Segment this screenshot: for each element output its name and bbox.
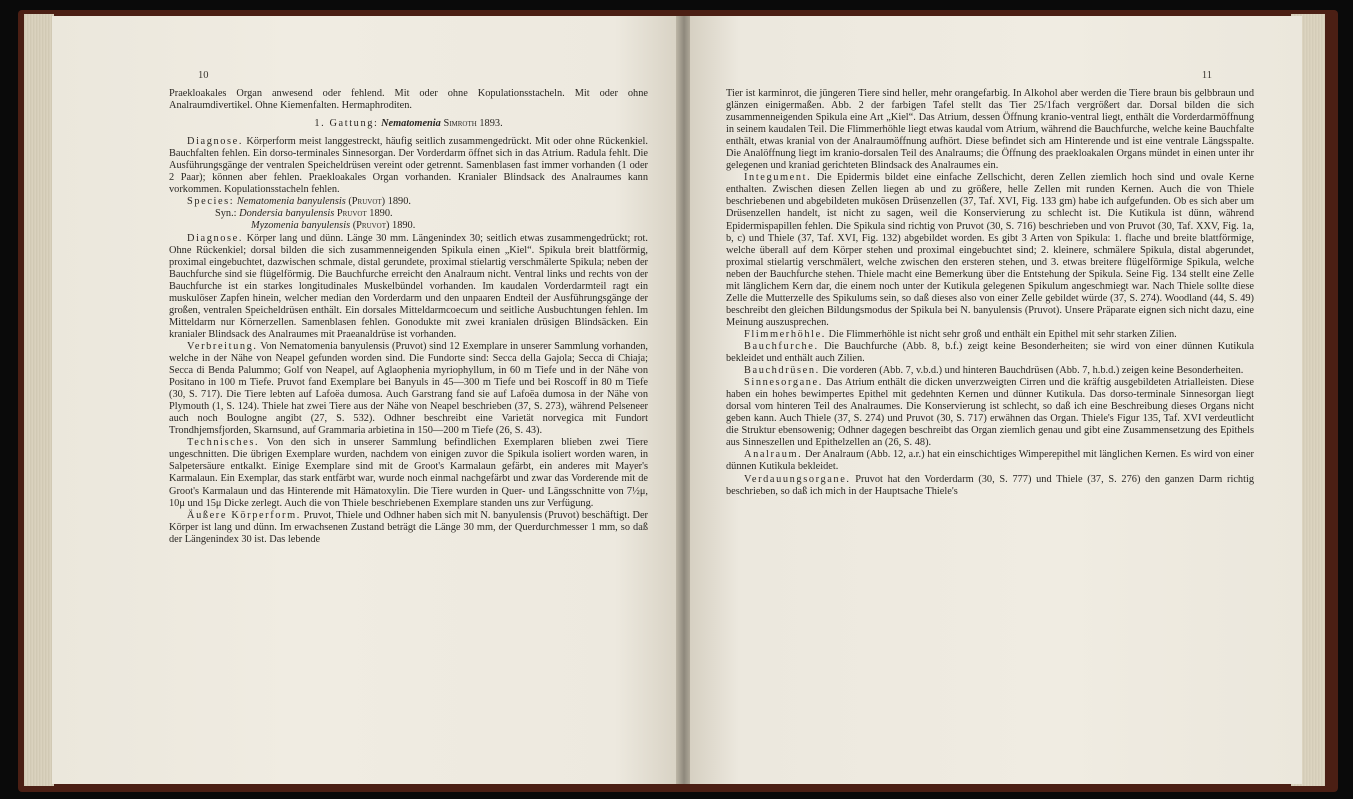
genus-diagnose-text: Körperform meist langgestreckt, häufig seitlich zusammengedrückt. Mit oder ohne Rückenkiel. Bauchfalten fehlen. Ein dorso-terminales Sinnesorgan. Der Vorderdarm öffnet sich in das Atrium. Radula fehlt. Die Ausführungsgänge der ventralen Speicheldrüsen vereint oder getrennt. Samenblasen fast immer vorhanden (1 oder 2 Paar); können aber fehlen. Praekloakales Organ vorhanden. Kranialer Blindsack des Analraumes kann vorkommen. Kopulationsstacheln fehlen. (169, 136, 648, 196)
aeussere-paragraph (169, 510, 648, 546)
verdauung-label: Verdauungsorgane. (744, 473, 851, 485)
page-number-left: 10 (198, 70, 209, 81)
technisches-label: Technisches. (187, 437, 260, 449)
bauchdruesen-paragraph (726, 365, 1254, 377)
genus-name: Nematomenia (381, 118, 441, 130)
flimmer-text: Die Flimmerhöhle ist nicht sehr groß und enthält ein Epithel mit sehr starken Zilien. (828, 328, 1177, 340)
right-page-text (726, 72, 1254, 498)
genus-author: Simroth 1893. (443, 118, 503, 130)
right-page (690, 16, 1302, 784)
species-diagnose-paragraph (169, 233, 648, 341)
bauchdruesen-label: Bauchdrüsen. (744, 365, 820, 377)
sinnes-label: Sinnesorgane. (744, 377, 823, 389)
aeussere-text: Pruvot, Thiele und Odhner haben sich mit N. banyulensis (Pruvot) beschäftigt. Der Körper ist lang und dünn. Im erwachsenen Zustand beträgt die Länge 30 mm, der Querdurchmesser 1 mm, so daß der Längenindex 30 ist. Das lebende (169, 509, 648, 545)
integument-paragraph (726, 172, 1254, 329)
analraum-label: Analraum. (744, 449, 803, 461)
verdauung-text: Pruvot hat den Vorderdarm (30, S. 777) und Thiele (37, S. 276) den ganzen Darm richtig beschrieben, so daß ich mich in der Hauptsache Thiele's (726, 473, 1255, 497)
continuation-paragraph: Tier ist karminrot, die jüngeren Tiere sind heller, mehr orangefarbig. In Alkohol aber werden die Tiere braun bis gelbbraun und glänzen einigermaßen. Abb. 2 der farbigen Tafel stellt das Tier 25/1fach vergrößert dar. Dorsal bilden die sich zusammenneigenden Spikula eine Art „Kiel“. Das Atrium, dessen Öffnung kranio-ventral liegt, enthält die Vorderdarmöffnung in seinem kaudalen Teil. Die Flimmerhöhle liegt etwas kaudal vom Atrium, während die Bauchfurche, welche keine Bauchfalte enthält, etwas kranial von der Analraumöffnung aufhört. Diese befindet sich am Hinterende und ist eine ventrale Längsspalte. Die Analöffnung liegt im kranio-dorsalen Teil des Analraums; die Öffnung des praekloakalen Organs mündet in einen unter ihr gelegenen und kraniad gerichteten Blindsack des Analraumes ein. (726, 88, 1254, 172)
bauchfurche-paragraph (726, 341, 1254, 365)
verbreitung-paragraph (169, 341, 648, 437)
verdauung-paragraph (726, 474, 1254, 498)
page-number-right: 11 (1201, 70, 1212, 81)
genus-heading-label: 1. Gattung: (314, 118, 379, 130)
analraum-paragraph (726, 449, 1254, 473)
genus-diagnose-label: Diagnose. (187, 136, 244, 148)
synonym-label: Syn.: (215, 208, 237, 220)
analraum-text: Der Analraum (Abb. 12, a.r.) hat ein einschichtiges Wimperepithel mit länglichen Kernen. Es wird von einer dünnen Kutikula bekleidet. (726, 449, 1255, 473)
species-diagnose-text: Körper lang und dünn. Länge 30 mm. Längenindex 30; seitlich etwas zusammengedrückt; rot. Ohne Rückenkiel; dorsal bilden die sich zusammenneigenden Spikula einen „Kiel“. Spikula breit blattförmig, proximal eingebuchtet, dazwischen schmale, distal gerundete, proximal stielartig verschmälerte Spikula; neben der Bauchfurche sind sie flügelförmig. Die Bauchfurche erreicht den Analraum nicht. Ventral links und rechts von der Bauchfurche ist ein starkes longitudinales Muskelbündel vorhanden. Im kaudalen Vorderdarmteil ragt ein muskulöser Zapfen hinein, welcher median den Vorderdarm und den unpaaren Endteil der Ausführungsgänge der großen, ventralen Speicheldrüsen enthält. Ein dorsales Mitteldarmcoecum und seitliche Ausbuchtungen fehlen. Im Mitteldarm nur Körnerzellen. Samenblasen fehlen. Gonodukte mit zwei kranialen drüsigen Blindsäcken. Ein kranialer Blindsack des Analraumes mit Praeanaldrüse ist vorhanden. (169, 232, 648, 340)
synonym-1-author: Pruvot 1890. (336, 208, 393, 220)
bauchfurche-text: Die Bauchfurche (Abb. 8, b.f.) zeigt keine Besonderheiten; sie wird von einer dünnen Kutikula bekleidet und enthält auch Zilien. (726, 340, 1254, 365)
left-page (52, 16, 678, 784)
species-line (169, 196, 648, 208)
synonym-2-name: Myzomenia banyulensis (251, 220, 351, 232)
technisches-paragraph (169, 437, 648, 509)
page-edges-left (24, 14, 54, 786)
bauchfurche-label: Bauchfurche. (744, 340, 819, 352)
flimmer-paragraph (726, 329, 1254, 341)
species-label: Species: (187, 196, 235, 208)
verbreitung-text: Von Nematomenia banyulensis (Pruvot) sind 12 Exemplare in unserer Sammlung vorhanden, welche in der Nähe von Neapel gefunden worden sind. Die Fundorte sind: Secca della Gajola; Secca di Chiaja; Secca di Benda Palummo; Golf von Neapel, auf Aglaophenia myriophyllum, in 60 m Tiefe und in der Nähe von Positano in 100 m Tiefe. Pruvot fand Exemplare bei Banyuls in 45—300 m Tiefe und bei Roscoff in 80 m Tiefe (30, S. 717). Die Tiere lebten auf Lafoëa dumosa. Auch Garstrang fand sie auf Lafoëa dumosa in der Nähe von Plymouth (1, S. 124). Thiele hat zwei Tiere aus der Nähe von Neapel beschrieben (37, S. 273), während Pelseneer auch noch Boulogne angibt (27, S. 532). Odhner beschreibt eine Varietät norvegica mit Fundort Trondhjemsfjorden, Skarnsund, auf Grammaria arbietina in 150—200 m Tiefe (26, S. 43). (169, 340, 648, 437)
technisches-text: Von den sich in unserer Sammlung befindlichen Exemplaren blieben zwei Tiere ungeschnitten. Die übrigen Exemplare wurden, nachdem von einigen zuvor die Spikula isoliert worden waren, in Salpetersäure entkalkt. Einige Exemplare sind mit de Groot's Karmalaun gefärbt, ein anderes mit Mayer's Karmalaun. Ein Exemplar, das stark entfärbt war, wurde noch einmal nachgefärbt und zwar das Vorderende mit de Groot's Karmalaun und das Hinterende mit Hämatoxylin. Die Tiere wurden in Quer- und Längsschnitte von 7½μ, 10μ und 15μ Dicke zerlegt. Auch die von Thiele beschriebenen Exemplare standen uns zur Verfügung. (169, 437, 648, 509)
sinnes-paragraph (726, 377, 1254, 449)
species-author: (Pruvot) 1890. (348, 196, 411, 208)
genus-diagnose-paragraph (169, 136, 648, 196)
intro-paragraph: Praekloakales Organ anwesend oder fehlend. Mit oder ohne Kopulationsstacheln. Mit oder ohne Analraumdivertikel. Ohne Kiemenfalten. Hermaphroditen. (169, 88, 648, 112)
species-name: Nematomenia banyulensis (236, 196, 346, 208)
synonym-2-author: (Pruvot) 1890. (352, 220, 416, 232)
species-diagnose-label: Diagnose. (187, 232, 244, 244)
synonym-line-1 (169, 208, 648, 220)
verbreitung-label: Verbreitung. (187, 340, 258, 352)
synonym-line-2 (169, 220, 648, 232)
aeussere-label: Äußere Körperform. (187, 509, 301, 521)
bauchdruesen-text: Die vorderen (Abb. 7, v.b.d.) und hinteren Bauchdrüsen (Abb. 7, h.b.d.) zeigen keine Besonderheiten. (822, 365, 1244, 377)
left-page-text (169, 72, 648, 546)
sinnes-text: Das Atrium enthält die dicken unverzweigten Cirren und die kräftig ausgebildeten Atrialleisten. Diese haben ein hohes bewimpertes Epithel mit gedehnten Kernen und dünner Kutikula. Das dorso-terminale Sinnesorgan liegt dorsal vom hinteren Teil des Analraumes. Die Konservierung ist schlecht, so daß ich eine Beschreibung dieses Organs nicht geben kann. Auch Thiele (37, S. 274) und Pruvot (30, S. 717) erwähnen das Organ. Thiele's Figur 135, Taf. XVI verdeutlicht die Struktur ebensowenig; Odhner dagegen beschreibt das Organ ziemlich genau und gibt eine Zusammensetzung des Epithels aus Sinneszellen und Epithelzellen an (26, S. 48). (726, 377, 1254, 449)
integument-text: Die Epidermis bildet eine einfache Zellschicht, deren Zellen ziemlich hoch sind und ovale Kerne enthalten. Zwischen diesen Zellen liegen ab und zu größere, helle Zellen mit runden Kernen. Auch die von Thiele beschriebenen und abgebildeten mukösen Drüsenzellen (37, Taf. XVI, Fig. 133 gm) habe ich aufgefunden. Ob es sich aber um Drüsenzellen handelt, ist nicht zu sagen, weil die Konservierung zu schlecht ist. Die Kutikula ist dünn, während Epidermispapillen fehlen. Die Spikula sind richtig von Pruvot (30, S. 716) beschrieben und von Pruvot (30, Taf. XXV, Fig. 1a, b, c) und Thiele (37, Taf. XVI, Fig. 132) abgebildet worden. Es gibt 3 Arten von Spikula: 1. flache und breite blattförmige, welche überall auf dem Körper stehen und proximal eingebuchtet sind; 2. kleinere, schmälere Spikula, distal abgerundet, proximal stielartig verschmälert, welche zwischen den ersteren stehen, und 3. etwas breitere flügelförmige Spikula, welche neben der Bauchfurche stehen. Thiele macht eine Bemerkung über die Entstehung der Spikula. Seine Fig. 134 stellt eine Zelle mit länglichem Kern dar, die einem noch unter der Kutikula gelegenen Spikulum angeschmiegt war. Nach Thiele sollte diese Zelle die Mutterzelle des Spikulums sein, so daß dieses also von einer Zelle gebildet würde (37, S. 274). Woodland (44, S. 49) beschreibt den gleichen Bildungsmodus der Spikula bei N. banyulensis (Pruvot). Unsere Präparate eignen sich nicht dazu, eine Meinung auszusprechen. (726, 172, 1254, 328)
genus-heading (169, 118, 648, 130)
integument-label: Integument. (744, 172, 812, 184)
flimmer-label: Flimmerhöhle. (744, 328, 826, 340)
synonym-1-name: Dondersia banyulensis (239, 208, 335, 220)
